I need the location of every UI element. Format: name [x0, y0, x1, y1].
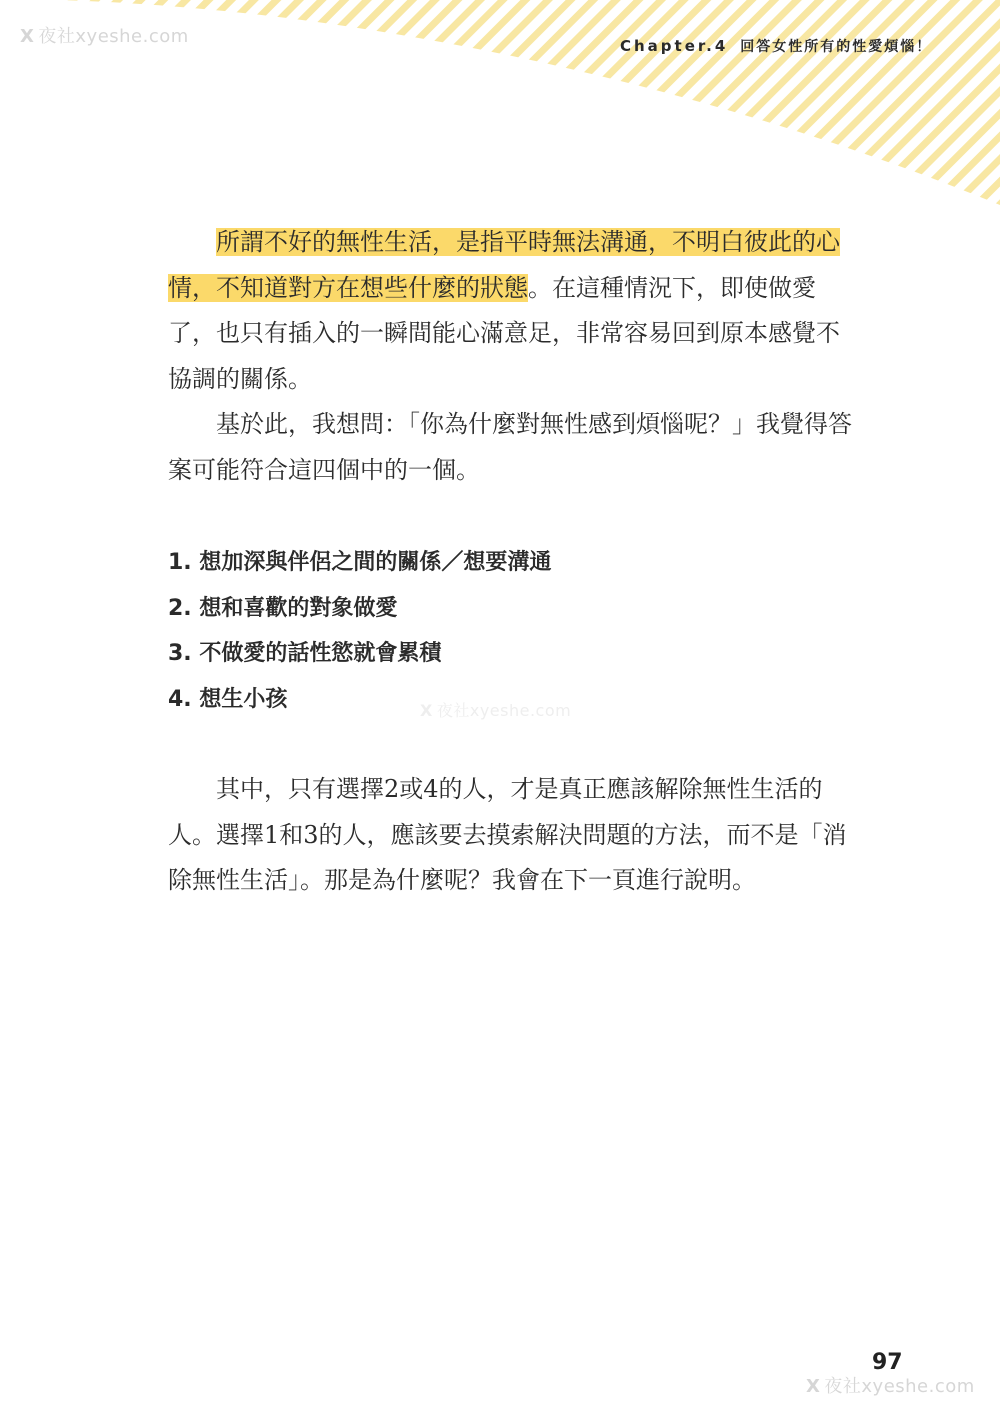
- list-item: 4. 想生小孩: [168, 686, 288, 712]
- watermark-bottom: [806, 1372, 975, 1398]
- reasons-list: [168, 540, 551, 722]
- page-number: 97: [872, 1350, 903, 1375]
- list-item: 1. 想加深與伴侶之間的關係／想要溝通: [168, 550, 552, 575]
- watermark-top: [20, 22, 189, 48]
- paragraph-1-rest: 。在這種情況下，即使做愛了，也只有插入的一瞬間能心滿意足，非常容易回到原本感覺不協調的關係。: [168, 273, 840, 393]
- watermark-text: 夜社xyeshe.com: [38, 26, 189, 47]
- running-header: [620, 36, 932, 56]
- paragraph-2-text: 基於此，我想問：「你為什麼對無性感到煩惱呢？」我覺得答案可能符合這四個中的一個。: [168, 410, 852, 484]
- watermark-mid: [420, 698, 571, 721]
- list-item: 3. 不做愛的話性慾就會累積: [168, 641, 442, 666]
- chapter-label: Chapter.4: [620, 37, 729, 55]
- list-item: 2. 想和喜歡的對象做愛: [168, 595, 398, 621]
- paragraph-3-text: 其中，只有選擇2或4的人，才是真正應該解除無性生活的人。選擇1和3的人，應該要去摸索解決問題的方法，而不是「消除無性生活」。那是為什麼呢？我會在下一頁進行說明。: [168, 775, 847, 894]
- watermark-x-icon: X: [806, 1376, 821, 1397]
- paragraph-1: [168, 220, 858, 402]
- watermark-text: 夜社xyeshe.com: [436, 701, 572, 720]
- highlighted-text: 所謂不好的無性生活，是指平時無法溝通，不明白彼此的心情，不知道對方在想些什麼的狀態: [168, 228, 840, 302]
- watermark-text: 夜社xyeshe.com: [824, 1376, 975, 1397]
- watermark-x-icon: X: [20, 26, 35, 47]
- paragraph-3: [168, 767, 858, 904]
- chapter-title: 回答女性所有的性愛煩惱！: [740, 39, 933, 55]
- watermark-x-icon: X: [420, 701, 433, 720]
- paragraph-2: [168, 402, 858, 493]
